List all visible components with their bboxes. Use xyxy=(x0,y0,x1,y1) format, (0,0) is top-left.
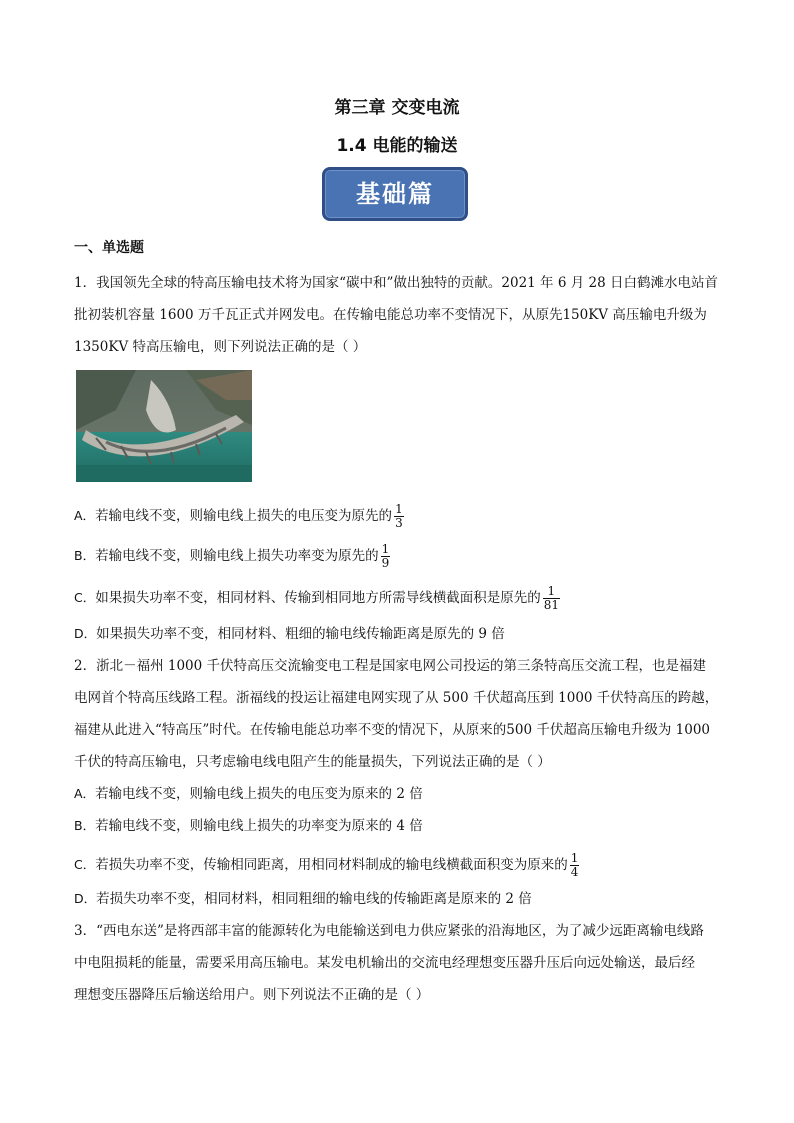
q3-line-2: 中电阻损耗的能量，需要采用高压输电。某发电机输出的交流电经理想变压器升压后向远处输送，最后经 xyxy=(74,955,695,971)
q2-option-c-label: C． xyxy=(74,857,96,872)
fraction-denominator: 3 xyxy=(395,516,403,530)
q1-option-b-label: B． xyxy=(74,548,96,563)
q1-option-c[interactable] xyxy=(74,585,560,612)
q1-line-2: 批初装机容量 1600 万千瓦正式并网发电。在传输电能总功率不变情况下，从原先150KV 高压输电升级为 xyxy=(74,307,707,323)
q2-option-a[interactable] xyxy=(74,784,423,804)
section-title: 一、单选题 xyxy=(74,240,144,256)
fraction-numerator: 1 xyxy=(547,584,556,598)
q2-option-d-text: 若损失功率不变，相同材料，相同粗细的输电线的传输距离是原来的 2 倍 xyxy=(96,891,532,907)
q1-line-3: 1350KV 特高压输电，则下列说法正确的是（ ） xyxy=(74,339,367,355)
q2-line-4: 千伏的特高压输电，只考虑输电线电阻产生的能量损失，下列说法正确的是（ ） xyxy=(74,754,551,770)
q1-option-a-fraction xyxy=(394,503,404,530)
q1-option-c-text: 如果损失功率不变，相同材料、传输到相同地方所需导线横截面积是原先的 xyxy=(95,590,541,606)
fraction-numerator: 1 xyxy=(570,851,579,865)
q1-option-d-text: 如果损失功率不变，相同材料、粗细的输电线传输距离是原先的 9 倍 xyxy=(96,626,505,642)
q1-option-a[interactable] xyxy=(74,503,404,530)
q1-option-b-fraction xyxy=(381,543,391,570)
level-badge: 基础篇 xyxy=(322,167,468,221)
fraction-numerator: 1 xyxy=(381,542,390,556)
q2-line-2: 电网首个特高压线路工程。浙福线的投运让福建电网实现了从 500 千伏超高压到 1000 千伏特高压的跨越， xyxy=(74,690,719,706)
q2-line-1: 2．浙北－福州 1000 千伏特高压交流输变电工程是国家电网公司投运的第三条特高压交流工程，也是福建 xyxy=(74,658,707,674)
chapter-title: 第三章 交变电流 xyxy=(334,98,460,118)
q1-option-c-label: C． xyxy=(74,590,96,605)
q1-option-c-fraction xyxy=(543,585,560,612)
lesson-title: 1.4 电能的输送 xyxy=(336,136,458,156)
q2-option-c[interactable] xyxy=(74,852,579,879)
fraction-denominator: 9 xyxy=(381,556,390,570)
q1-option-d-label: D． xyxy=(74,626,97,641)
q2-option-c-fraction xyxy=(570,852,580,879)
q2-option-d[interactable] xyxy=(74,889,532,909)
q3-line-1: 3．“西电东送”是将西部丰富的能源转化为电能输送到电力供应紧张的沿海地区，为了减少远距离输电线路 xyxy=(74,923,704,939)
q2-option-b-label: B． xyxy=(74,818,96,833)
q2-option-b[interactable] xyxy=(74,816,423,836)
q2-line-3: 福建从此进入“特高压”时代。在传输电能总功率不变的情况下，从原来的500 千伏超高压输电升级为 1000 xyxy=(74,722,711,738)
q1-option-a-label: A． xyxy=(74,508,96,523)
fraction-denominator: 4 xyxy=(570,865,579,879)
q1-option-b-text: 若输电线不变，则输电线上损失功率变为原先的 xyxy=(95,548,379,564)
q1-option-d[interactable] xyxy=(74,624,505,644)
q2-option-b-text: 若输电线不变，则输电线上损失的功率变为原来的 4 倍 xyxy=(95,818,423,834)
q1-line-1: 1．我国领先全球的特高压输电技术将为国家“碳中和”做出独特的贡献。2021 年 6 月 28 日白鹤滩水电站首 xyxy=(74,275,718,291)
q2-option-c-text: 若损失功率不变，传输相同距离，用相同材料制成的输电线横截面积变为原来的 xyxy=(95,857,568,873)
fraction-numerator: 1 xyxy=(395,502,403,516)
dam-illustration xyxy=(76,370,252,482)
q1-option-b[interactable] xyxy=(74,543,390,570)
fraction-denominator: 81 xyxy=(543,598,560,612)
q2-option-a-label: A． xyxy=(74,786,96,801)
q1-option-a-text: 若输电线不变，则输电线上损失的电压变为原先的 xyxy=(95,508,393,524)
q2-option-a-text: 若输电线不变，则输电线上损失的电压变为原来的 2 倍 xyxy=(95,786,423,802)
q3-line-3: 理想变压器降压后输送给用户。则下列说法不正确的是（ ） xyxy=(74,987,430,1003)
dam-photo xyxy=(76,370,252,482)
q2-option-d-label: D． xyxy=(74,891,97,906)
